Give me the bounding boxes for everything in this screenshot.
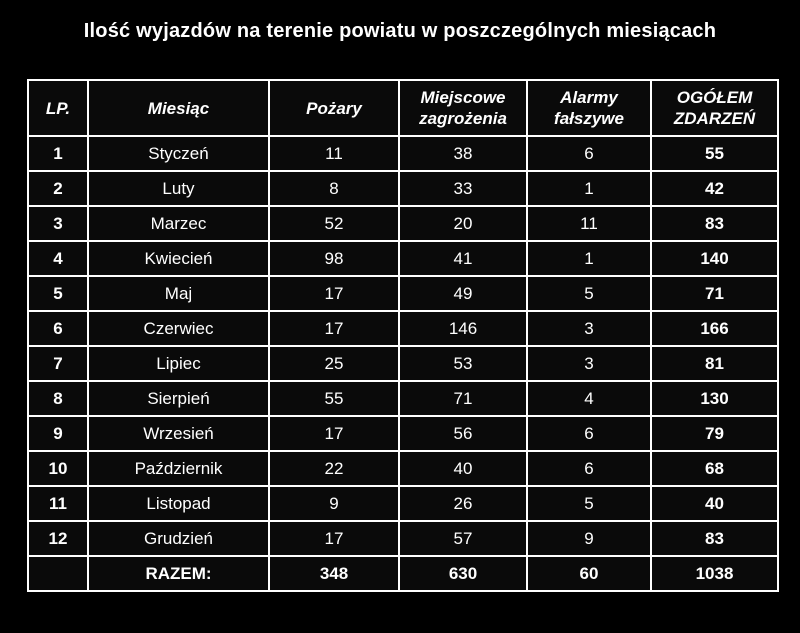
cell-false-alarms: 11	[527, 206, 651, 241]
header-local-threats-line1: Miejscowe	[420, 88, 506, 107]
summary-fires: 348	[269, 556, 399, 591]
cell-total: 71	[651, 276, 778, 311]
header-month: Miesiąc	[88, 80, 269, 136]
cell-fires: 17	[269, 311, 399, 346]
cell-month: Styczeń	[88, 136, 269, 171]
summary-empty-cell	[28, 556, 88, 591]
header-local-threats-line2: zagrożenia	[419, 109, 507, 128]
header-local-threats	[399, 80, 527, 136]
cell-lp: 4	[28, 241, 88, 276]
summary-label: RAZEM:	[88, 556, 269, 591]
cell-false-alarms: 3	[527, 346, 651, 381]
table-row	[28, 416, 778, 451]
cell-false-alarms: 3	[527, 311, 651, 346]
cell-total: 79	[651, 416, 778, 451]
table-row	[28, 206, 778, 241]
cell-false-alarms: 4	[527, 381, 651, 416]
cell-local-threats: 38	[399, 136, 527, 171]
cell-total: 130	[651, 381, 778, 416]
cell-month: Listopad	[88, 486, 269, 521]
table-row	[28, 171, 778, 206]
summary-false-alarms: 60	[527, 556, 651, 591]
cell-fires: 9	[269, 486, 399, 521]
cell-local-threats: 49	[399, 276, 527, 311]
cell-local-threats: 40	[399, 451, 527, 486]
cell-fires: 11	[269, 136, 399, 171]
cell-lp: 7	[28, 346, 88, 381]
cell-month: Czerwiec	[88, 311, 269, 346]
cell-false-alarms: 6	[527, 451, 651, 486]
summary-row	[28, 556, 778, 591]
cell-month: Sierpień	[88, 381, 269, 416]
header-total	[651, 80, 778, 136]
cell-false-alarms: 6	[527, 136, 651, 171]
cell-lp: 9	[28, 416, 88, 451]
cell-fires: 52	[269, 206, 399, 241]
header-false-alarms-line2: fałszywe	[554, 109, 624, 128]
cell-fires: 8	[269, 171, 399, 206]
cell-lp: 1	[28, 136, 88, 171]
cell-total: 140	[651, 241, 778, 276]
cell-lp: 6	[28, 311, 88, 346]
cell-total: 40	[651, 486, 778, 521]
cell-month: Kwiecień	[88, 241, 269, 276]
cell-local-threats: 33	[399, 171, 527, 206]
cell-fires: 55	[269, 381, 399, 416]
table-header-row	[28, 80, 778, 136]
cell-false-alarms: 5	[527, 486, 651, 521]
table-body	[28, 136, 778, 591]
cell-month: Październik	[88, 451, 269, 486]
cell-month: Marzec	[88, 206, 269, 241]
cell-total: 55	[651, 136, 778, 171]
cell-total: 42	[651, 171, 778, 206]
cell-month: Wrzesień	[88, 416, 269, 451]
summary-local-threats: 630	[399, 556, 527, 591]
cell-total: 83	[651, 521, 778, 556]
cell-month: Grudzień	[88, 521, 269, 556]
cell-local-threats: 146	[399, 311, 527, 346]
table-row	[28, 381, 778, 416]
cell-local-threats: 20	[399, 206, 527, 241]
cell-fires: 17	[269, 276, 399, 311]
table-row	[28, 311, 778, 346]
cell-lp: 8	[28, 381, 88, 416]
table-row	[28, 521, 778, 556]
table-row	[28, 346, 778, 381]
cell-lp: 5	[28, 276, 88, 311]
page-title: Ilość wyjazdów na terenie powiatu w poszczególnych miesiącach	[83, 20, 717, 42]
cell-false-alarms: 6	[527, 416, 651, 451]
table-row	[28, 241, 778, 276]
cell-month: Maj	[88, 276, 269, 311]
header-total-line1: OGÓŁEM	[676, 88, 753, 107]
cell-local-threats: 53	[399, 346, 527, 381]
cell-local-threats: 71	[399, 381, 527, 416]
cell-fires: 25	[269, 346, 399, 381]
header-lp: LP.	[28, 80, 88, 136]
header-total-line2: ZDARZEŃ	[673, 109, 756, 128]
cell-total: 83	[651, 206, 778, 241]
cell-lp: 3	[28, 206, 88, 241]
cell-fires: 17	[269, 416, 399, 451]
header-false-alarms-line1: Alarmy	[560, 88, 618, 107]
cell-local-threats: 41	[399, 241, 527, 276]
cell-false-alarms: 1	[527, 241, 651, 276]
cell-false-alarms: 9	[527, 521, 651, 556]
cell-total: 68	[651, 451, 778, 486]
cell-lp: 12	[28, 521, 88, 556]
cell-local-threats: 57	[399, 521, 527, 556]
cell-fires: 17	[269, 521, 399, 556]
table-row	[28, 136, 778, 171]
cell-lp: 2	[28, 171, 88, 206]
cell-month: Lipiec	[88, 346, 269, 381]
cell-local-threats: 26	[399, 486, 527, 521]
cell-total: 166	[651, 311, 778, 346]
cell-local-threats: 56	[399, 416, 527, 451]
cell-fires: 98	[269, 241, 399, 276]
table-row	[28, 451, 778, 486]
cell-lp: 11	[28, 486, 88, 521]
statistics-table	[27, 79, 779, 592]
cell-total: 81	[651, 346, 778, 381]
cell-false-alarms: 5	[527, 276, 651, 311]
table-row	[28, 276, 778, 311]
header-fires: Pożary	[269, 80, 399, 136]
cell-month: Luty	[88, 171, 269, 206]
cell-false-alarms: 1	[527, 171, 651, 206]
summary-total: 1038	[651, 556, 778, 591]
statistics-table-container	[27, 79, 777, 625]
table-row	[28, 486, 778, 521]
cell-fires: 22	[269, 451, 399, 486]
cell-lp: 10	[28, 451, 88, 486]
header-false-alarms	[527, 80, 651, 136]
